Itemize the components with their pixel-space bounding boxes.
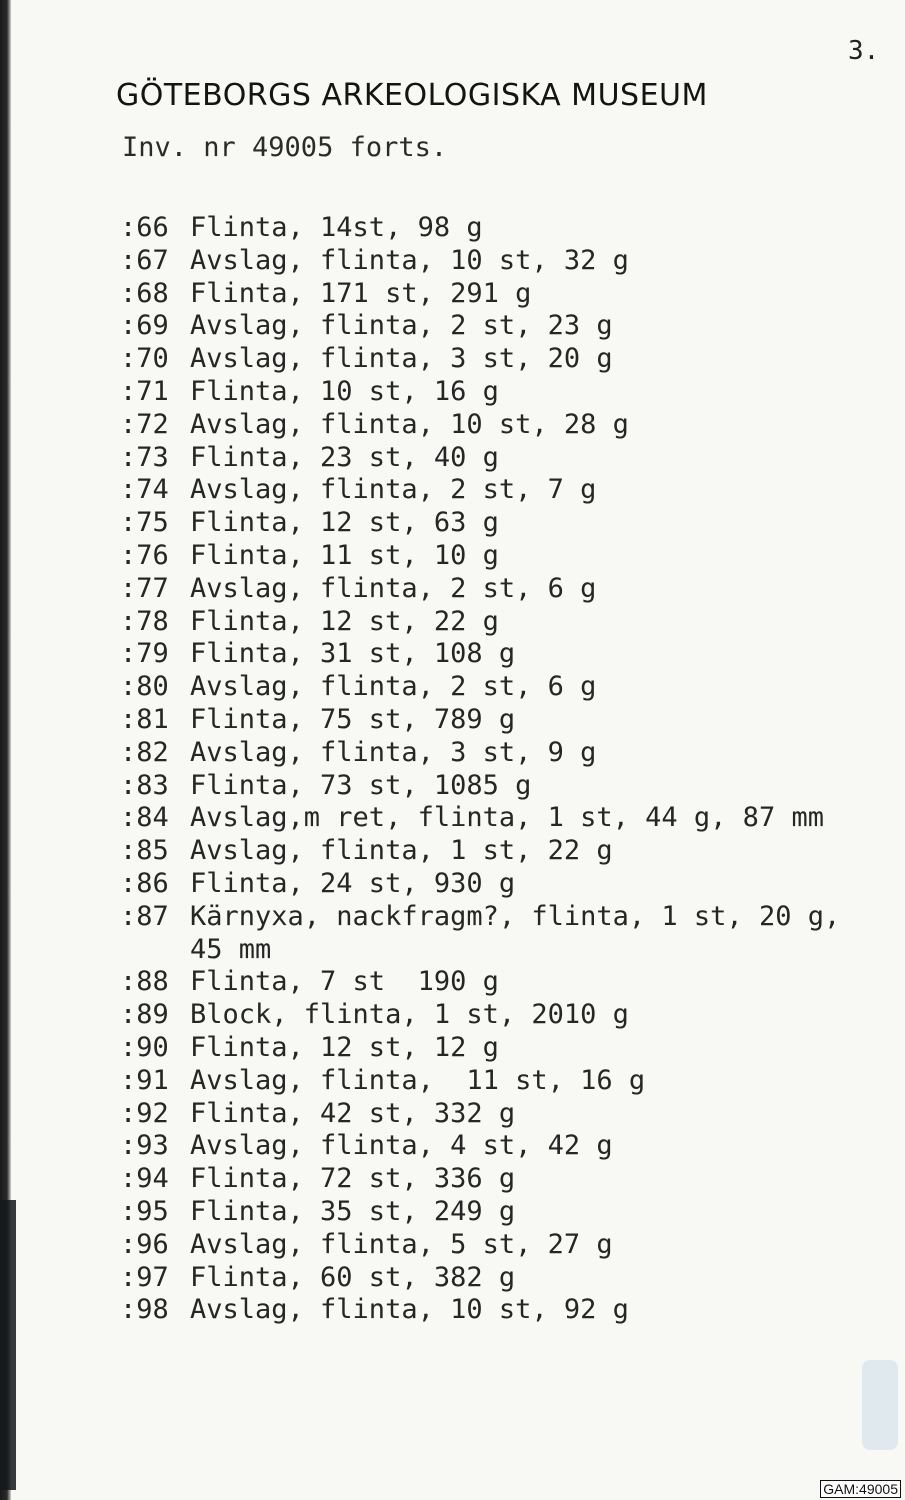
list-item xyxy=(120,770,840,803)
entry-number: :75 xyxy=(120,507,169,539)
list-item xyxy=(120,1130,840,1163)
entry-number: :66 xyxy=(120,212,169,243)
entry-number: :87 xyxy=(120,900,169,932)
entry-number: :86 xyxy=(120,867,169,899)
list-item xyxy=(120,409,840,442)
entry-description: Flinta, 171 st, 291 g xyxy=(190,277,532,309)
inventory-number: Inv. nr 49005 forts. xyxy=(122,132,448,163)
list-item xyxy=(120,1032,840,1065)
entry-description: Kärnyxa, nackfragm?, flinta, 1 st, 20 g, xyxy=(190,900,841,932)
list-item xyxy=(120,1065,840,1098)
entry-number: :68 xyxy=(120,277,169,309)
entry-description: Avslag, flinta, 1 st, 22 g xyxy=(190,835,613,867)
list-item xyxy=(120,999,840,1032)
list-item xyxy=(120,212,840,245)
entry-description: Flinta, 60 st, 382 g xyxy=(190,1261,516,1293)
list-item xyxy=(120,442,840,475)
archive-id-tag: GAM:49005 xyxy=(820,1480,901,1498)
entry-number: :88 xyxy=(120,966,169,998)
list-item xyxy=(120,573,840,606)
entry-description: Flinta, 12 st, 63 g xyxy=(190,507,499,539)
entry-number: :79 xyxy=(120,638,169,670)
entry-description: Flinta, 42 st, 332 g xyxy=(190,1097,516,1129)
entry-number: :83 xyxy=(120,769,169,801)
entry-description: Avslag, flinta, 4 st, 42 g xyxy=(190,1130,613,1162)
list-item xyxy=(120,310,840,343)
list-item xyxy=(120,1098,840,1131)
entry-number: :76 xyxy=(120,539,169,571)
entry-number: :94 xyxy=(120,1163,169,1195)
entry-list xyxy=(120,212,840,1327)
entry-description: Avslag, flinta, 2 st, 6 g xyxy=(190,671,597,703)
museum-title: GÖTEBORGS ARKEOLOGISKA MUSEUM xyxy=(116,78,708,113)
entry-description: Flinta, 14st, 98 g xyxy=(190,212,483,243)
entry-number: :90 xyxy=(120,1031,169,1063)
list-item xyxy=(120,868,840,901)
entry-number: :81 xyxy=(120,703,169,735)
list-item xyxy=(120,343,840,376)
entry-description: Flinta, 12 st, 12 g xyxy=(190,1031,499,1063)
entry-number: :74 xyxy=(120,474,169,506)
entry-number: :72 xyxy=(120,408,169,440)
page-number: 3. xyxy=(848,36,880,66)
entry-description: Flinta, 7 st 190 g xyxy=(190,966,499,998)
list-item xyxy=(120,966,840,999)
list-item xyxy=(120,540,840,573)
list-item xyxy=(120,802,840,835)
list-item xyxy=(120,901,840,934)
entry-number: :92 xyxy=(120,1097,169,1129)
entry-description: Avslag, flinta, 2 st, 7 g xyxy=(190,474,597,506)
entry-number: :67 xyxy=(120,244,169,276)
list-item xyxy=(120,671,840,704)
entry-number: :95 xyxy=(120,1195,169,1227)
entry-description: Avslag, flinta, 3 st, 20 g xyxy=(190,343,613,375)
list-item xyxy=(120,835,840,868)
entry-description: Flinta, 35 st, 249 g xyxy=(190,1195,516,1227)
entry-description: Flinta, 12 st, 22 g xyxy=(190,605,499,637)
list-item xyxy=(120,1294,840,1327)
ink-smudge xyxy=(862,1360,898,1450)
entry-description: Flinta, 24 st, 930 g xyxy=(190,867,516,899)
entry-description: Avslag, flinta, 10 st, 32 g xyxy=(190,244,629,276)
entry-description: Flinta, 23 st, 40 g xyxy=(190,441,499,473)
list-item xyxy=(120,737,840,770)
entry-description: Flinta, 10 st, 16 g xyxy=(190,375,499,407)
entry-description: Flinta, 73 st, 1085 g xyxy=(190,769,532,801)
entry-number: :91 xyxy=(120,1064,169,1096)
entry-number: :73 xyxy=(120,441,169,473)
entry-number: :84 xyxy=(120,802,169,834)
entry-description: Flinta, 11 st, 10 g xyxy=(190,539,499,571)
entry-number: :98 xyxy=(120,1294,169,1326)
entry-number: :89 xyxy=(120,999,169,1031)
list-item xyxy=(120,278,840,311)
entry-number: :69 xyxy=(120,310,169,342)
entry-description: Avslag,m ret, flinta, 1 st, 44 g, 87 mm xyxy=(190,802,824,834)
list-item xyxy=(120,1262,840,1295)
list-item xyxy=(120,1229,840,1262)
list-item xyxy=(120,376,840,409)
entry-number: :97 xyxy=(120,1261,169,1293)
entry-number: :96 xyxy=(120,1228,169,1260)
entry-description: Avslag, flinta, 2 st, 6 g xyxy=(190,572,597,604)
entry-number: :82 xyxy=(120,736,169,768)
list-item xyxy=(120,245,840,278)
entry-description: Flinta, 31 st, 108 g xyxy=(190,638,516,670)
entry-continuation: 45 mm xyxy=(190,933,272,965)
list-item xyxy=(120,1163,840,1196)
entry-number: :93 xyxy=(120,1130,169,1162)
list-item xyxy=(120,507,840,540)
entry-number: :71 xyxy=(120,375,169,407)
entry-description: Avslag, flinta, 5 st, 27 g xyxy=(190,1228,613,1260)
list-item xyxy=(120,474,840,507)
entry-description: Flinta, 72 st, 336 g xyxy=(190,1163,516,1195)
list-item xyxy=(120,638,840,671)
entry-number: :70 xyxy=(120,343,169,375)
side-stamp xyxy=(0,1200,16,1490)
entry-number: :85 xyxy=(120,835,169,867)
entry-description: Avslag, flinta, 11 st, 16 g xyxy=(190,1064,646,1096)
entry-description: Flinta, 75 st, 789 g xyxy=(190,703,516,735)
list-item xyxy=(120,606,840,639)
entry-description: Avslag, flinta, 2 st, 23 g xyxy=(190,310,613,342)
list-item xyxy=(120,1196,840,1229)
entry-description: Avslag, flinta, 10 st, 92 g xyxy=(190,1294,629,1326)
entry-description: Avslag, flinta, 10 st, 28 g xyxy=(190,408,629,440)
entry-number: :78 xyxy=(120,605,169,637)
entry-description: Block, flinta, 1 st, 2010 g xyxy=(190,999,629,1031)
entry-number: :77 xyxy=(120,572,169,604)
entry-number: :80 xyxy=(120,671,169,703)
list-item xyxy=(120,704,840,737)
entry-description: Avslag, flinta, 3 st, 9 g xyxy=(190,736,597,768)
